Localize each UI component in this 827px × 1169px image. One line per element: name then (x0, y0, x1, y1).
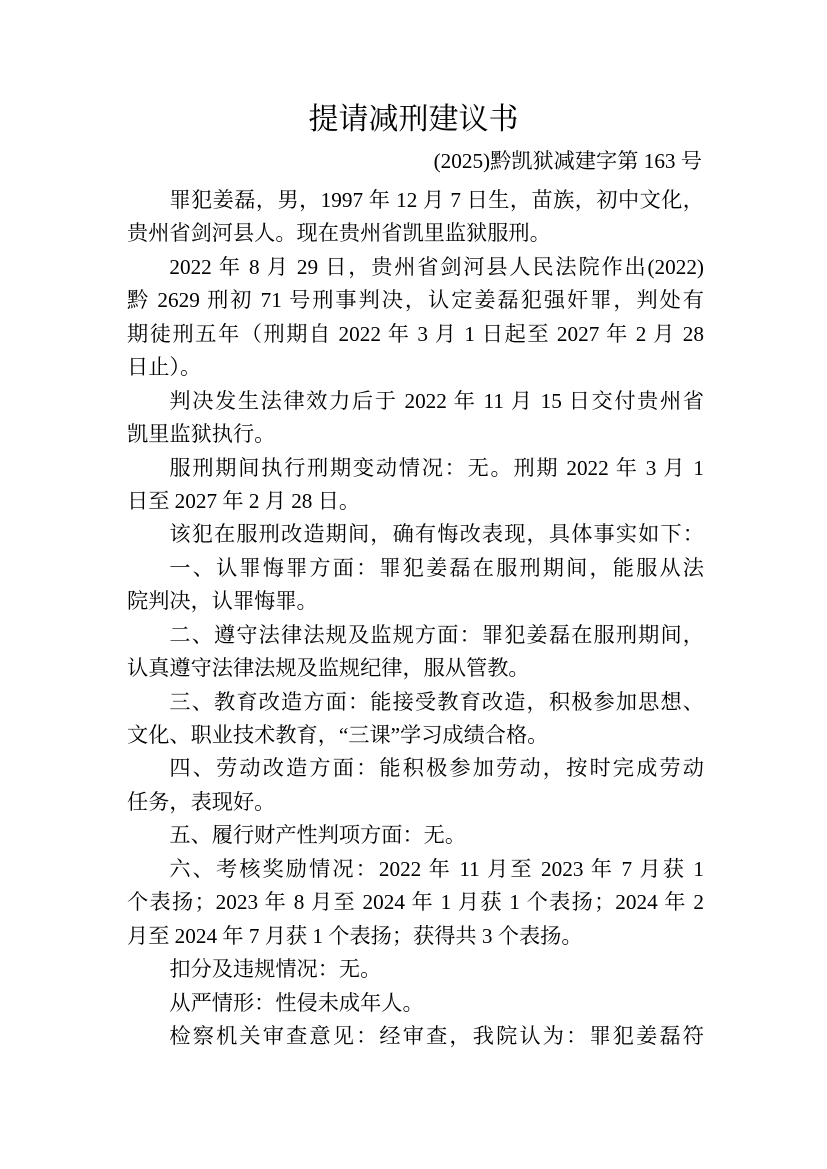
paragraph-line: 二、遵守法律法规及监规方面：罪犯姜磊在服刑期间， (169, 622, 704, 647)
paragraph-line: 2022 年 8 月 29 日，贵州省剑河县人民法院作出(2022) (169, 254, 704, 279)
paragraph-line: 扣分及违规情况：无。 (169, 957, 382, 982)
paragraph-line: 期徒刑五年（刑期自 2022 年 3 月 1 日起至 2027 年 2 月 28 (127, 321, 704, 346)
paragraph-original-judgment (127, 251, 704, 385)
paragraph-violations (127, 953, 704, 986)
paragraph-sentence-changes (127, 452, 704, 519)
paragraph-line: 贵州省剑河县人。现在贵州省凯里监狱服刑。 (127, 221, 551, 246)
paragraph-line: 任务，表现好。 (127, 789, 276, 814)
paragraph-rewards (127, 853, 704, 953)
paragraph-line: 该犯在服刑改造期间，确有悔改表现，具体事实如下： (169, 522, 704, 547)
paragraph-line: 月至 2024 年 7 月获 1 个表扬；获得共 3 个表扬。 (127, 923, 583, 948)
paragraph-line: 检察机关审查意见：经审查，我院认为：罪犯姜磊符 (169, 1023, 704, 1048)
paragraph-repentance (127, 552, 704, 619)
paragraph-line: 四、劳动改造方面：能积极参加劳动，按时完成劳动 (169, 756, 704, 781)
document-title: 提请减刑建议书 (308, 103, 519, 136)
paragraph-discipline (127, 619, 704, 686)
paragraph-line: 凯里监狱执行。 (127, 422, 276, 447)
paragraph-line: 黔 2629 刑初 71 号刑事判决，认定姜磊犯强奸罪，判处有 (127, 288, 704, 313)
paragraph-line: 六、考核奖励情况：2022 年 11 月至 2023 年 7 月获 1 (169, 856, 704, 881)
paragraph-criminal-identity (127, 184, 704, 251)
paragraph-line: 五、履行财产性判项方面：无。 (169, 823, 467, 848)
paragraph-line: 罪犯姜磊，男，1997 年 12 月 7 日生，苗族，初中文化， (169, 188, 704, 212)
paragraph-execution (127, 385, 704, 452)
paragraph-property-judgment (127, 819, 704, 852)
paragraph-line: 文化、职业技术教育，“三课”学习成绩合格。 (127, 723, 549, 747)
paragraph-procuratorate-opinion (127, 1020, 704, 1053)
paragraph-line: 服刑期间执行刑期变动情况：无。刑期 2022 年 3 月 1 (169, 455, 704, 480)
paragraph-line: 认真遵守法律法规及监规纪律，服从管教。 (127, 656, 530, 681)
paragraph-line: 一、认罪悔罪方面：罪犯姜磊在服刑期间，能服从法 (169, 555, 704, 580)
paragraph-line: 三、教育改造方面：能接受教育改造，积极参加思想、 (169, 689, 704, 714)
paragraph-line: 日止）。 (127, 355, 202, 380)
paragraph-labor (127, 752, 704, 819)
paragraph-line: 从严情形：性侵未成年人。 (169, 990, 424, 1015)
document-number: (2025)黔凯狱减建字第 163 号 (433, 149, 702, 173)
paragraph-aggravating-circumstances (127, 987, 704, 1020)
paragraph-line: 院判决，认罪悔罪。 (127, 589, 318, 614)
paragraph-line: 日至 2027 年 2 月 28 日。 (127, 488, 361, 513)
document-body (127, 184, 704, 1053)
paragraph-education (127, 686, 704, 753)
paragraph-line: 个表扬；2023 年 8 月至 2024 年 1 月获 1 个表扬；2024 年 2 (127, 890, 704, 915)
paragraph-line: 判决发生法律效力后于 2022 年 11 月 15 日交付贵州省 (169, 388, 704, 413)
paragraph-reform-summary (127, 518, 704, 551)
